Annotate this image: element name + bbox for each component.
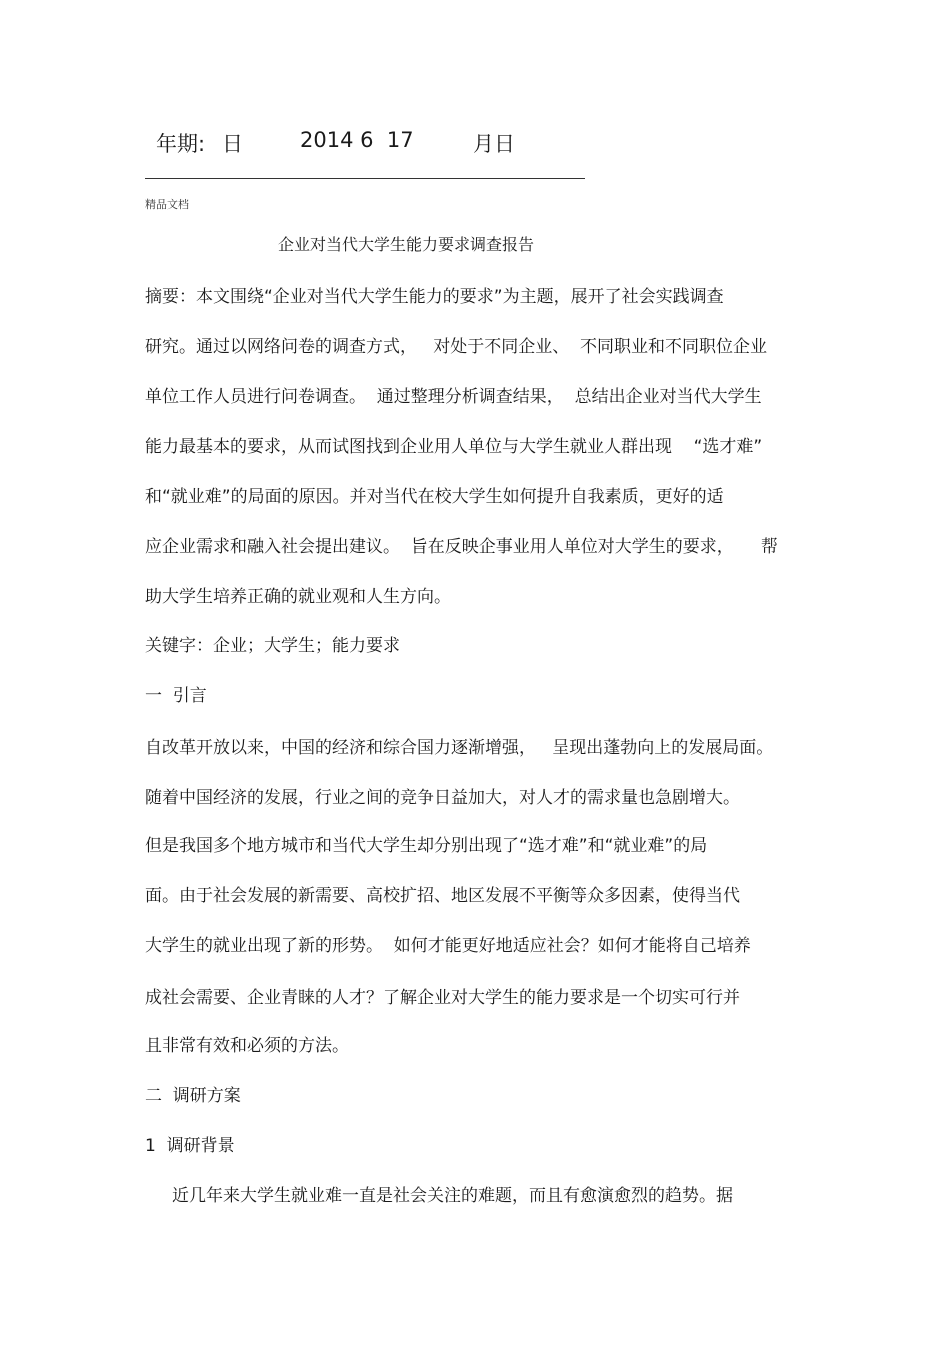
document-title: 企业对当代大学生能力要求调查报告 xyxy=(278,235,535,254)
paragraph-line: 自改革开放以来，中国的经济和综合国力逐渐增强， 呈现出蓬勃向上的发展局面。 xyxy=(145,738,774,758)
section-heading: 一 引言 xyxy=(145,686,207,706)
abstract-line: 研究。通过以网络问卷的调查方式， 对处于不同企业、 不同职业和不同职位企业 xyxy=(145,337,768,357)
paragraph-line: 大学生的就业出现了新的形势。 如何才能更好地适应社会？如何才能将自己培养 xyxy=(145,936,751,956)
paragraph-line: 随着中国经济的发展，行业之间的竞争日益加大，对人才的需求量也急剧增大。 xyxy=(145,788,740,808)
keywords-line: 关键字：企业；大学生；能力要求 xyxy=(145,636,400,656)
paragraph-line: 且非常有效和必须的方法。 xyxy=(145,1036,349,1056)
date-day-char: 日 xyxy=(222,132,243,156)
paragraph-line: 近几年来大学生就业难一直是社会关注的难题，而且有愈演愈烈的趋势。据 xyxy=(172,1186,733,1206)
subsection-heading: 1 调研背景 xyxy=(145,1136,235,1156)
date-label: 年期: xyxy=(156,132,206,156)
paragraph-line: 但是我国多个地方城市和当代大学生却分别出现了“选才难”和“就业难”的局 xyxy=(145,836,708,856)
abstract-line: 摘要：本文围绕“企业对当代大学生能力的要求”为主题，展开了社会实践调查 xyxy=(145,287,724,307)
abstract-line: 助大学生培养正确的就业观和人生方向。 xyxy=(145,587,451,607)
watermark-label: 精品文档 xyxy=(145,198,189,211)
paragraph-line: 面。由于社会发展的新需要、高校扩招、地区发展不平衡等众多因素，使得当代 xyxy=(145,886,740,906)
abstract-line: 和“就业难”的局面的原因。并对当代在校大学生如何提升自我素质，更好的适 xyxy=(145,487,724,507)
abstract-line: 能力最基本的要求，从而试图找到企业用人单位与大学生就业人群出现 “选才难” xyxy=(145,437,763,457)
abstract-line: 单位工作人员进行问卷调查。 通过整理分析调查结果， 总结出企业对当代大学生 xyxy=(145,387,762,407)
abstract-line: 应企业需求和融入社会提出建议。 旨在反映企事业用人单位对大学生的要求， 帮 xyxy=(145,537,778,557)
paragraph-line: 成社会需要、企业青睐的人才？了解企业对大学生的能力要求是一个切实可行并 xyxy=(145,988,740,1008)
header-divider xyxy=(145,178,585,179)
date-month-day: 月日 xyxy=(473,132,515,156)
section-heading: 二 调研方案 xyxy=(145,1086,241,1106)
date-numbers: 2014 6 17 xyxy=(300,128,414,152)
